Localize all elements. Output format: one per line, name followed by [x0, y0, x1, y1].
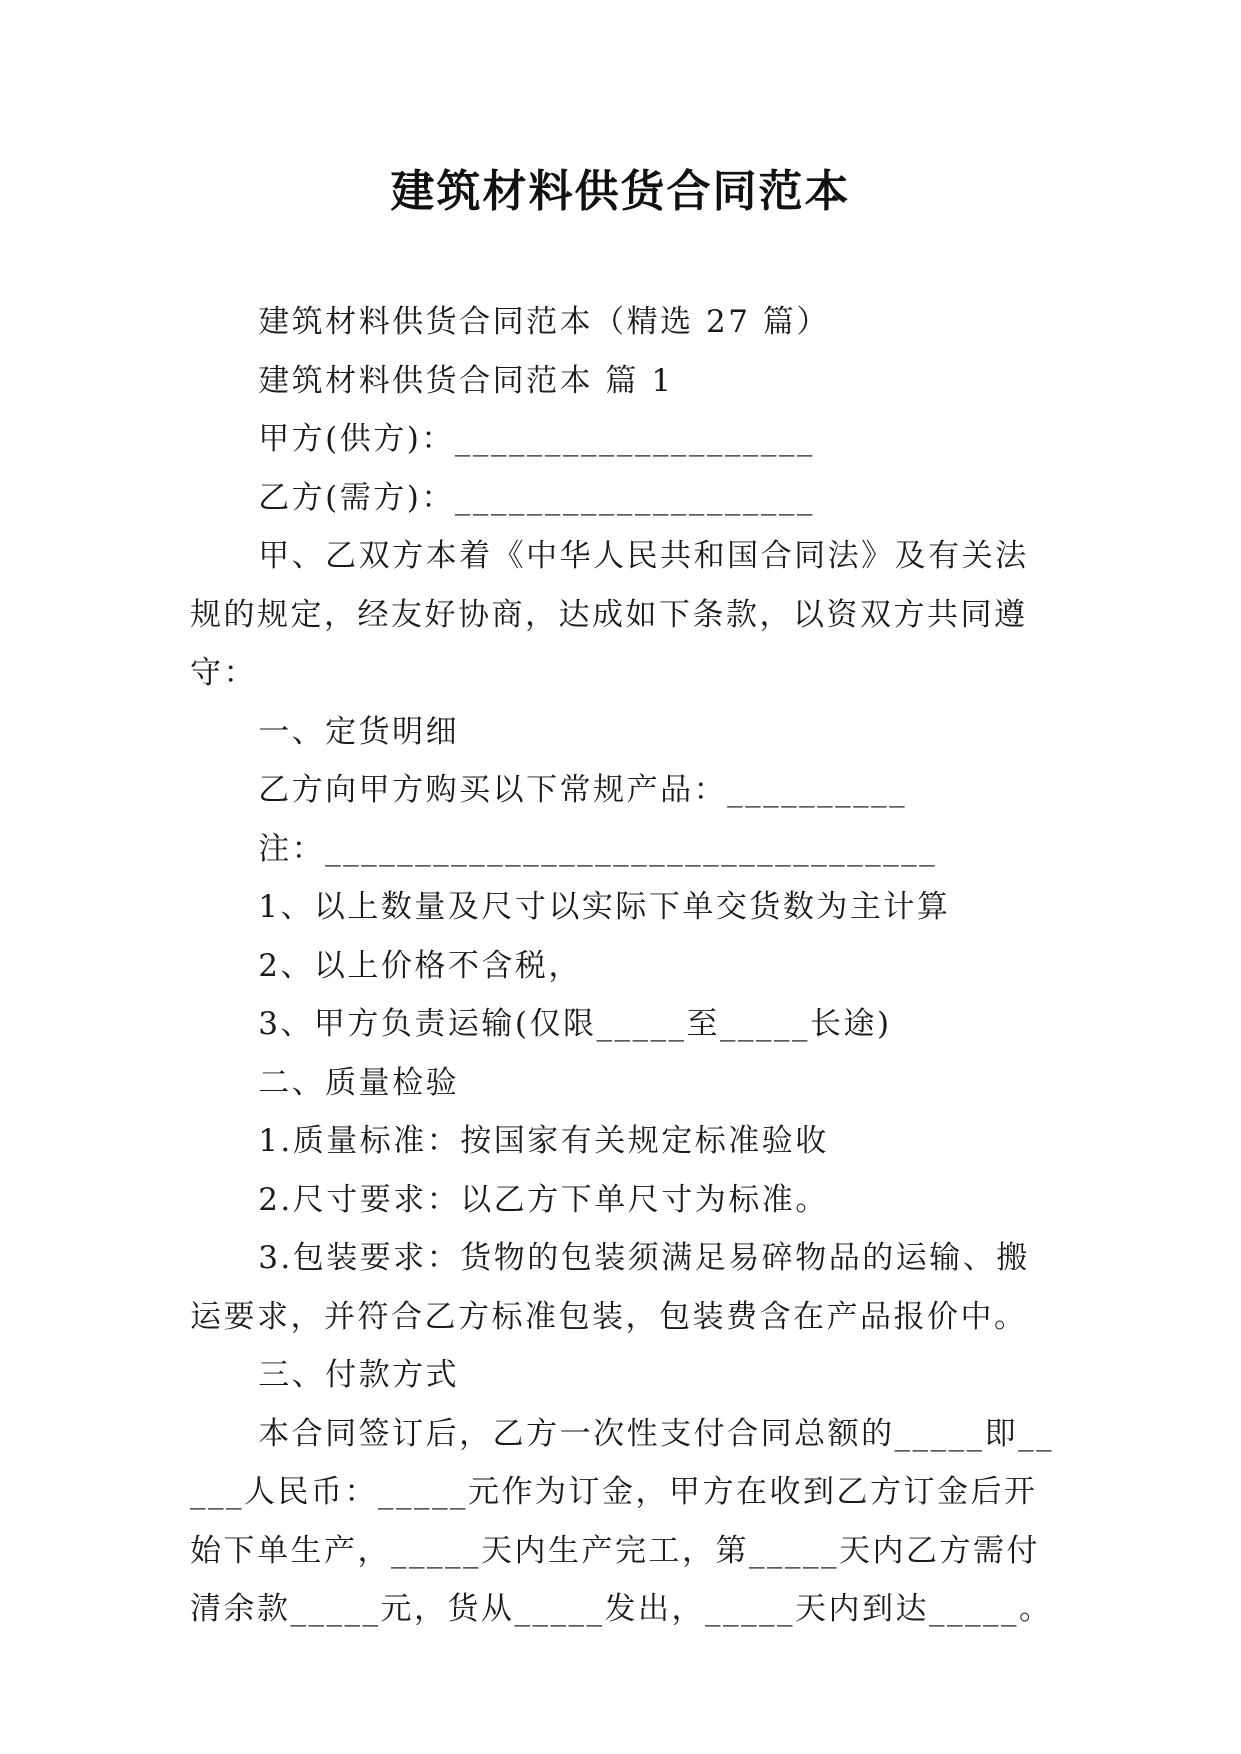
paragraph-party-a: 甲方(供方)：____________________: [258, 421, 815, 457]
paragraph-section-heading: 建筑材料供货合同范本 篇 1: [258, 362, 674, 399]
paragraph-item-1: 1、以上数量及尺寸以实际下单交货数为主计算: [258, 889, 951, 925]
paragraph-subtitle: 建筑材料供货合同范本（精选 27 篇）: [258, 304, 830, 340]
paragraph-note: 注：__________________________________: [258, 830, 938, 867]
paragraph-payment-terms: 本合同签订后，乙方一次性支付合同总额的_____即_____人民币：_____元作为订金，甲方在收到乙方订金后开始下单生产，_____天内生产完工，第_____天内乙方需付清余款_____元，货从_____发出，_____天内到达_____。: [190, 1415, 1055, 1627]
paragraph-size-requirement: 2.尺寸要求：以乙方下单尺寸为标准。: [258, 1181, 829, 1218]
paragraph-products: 乙方向甲方购买以下常规产品：__________: [258, 772, 908, 808]
page-title: 建筑材料供货合同范本: [390, 166, 851, 217]
paragraph-heading-quality: 二、质量检验: [258, 1064, 460, 1101]
paragraph-packaging-requirement: 3.包装要求：货物的包装须满足易碎物品的运输、搬运要求，并符合乙方标准包装，包装费含在产品报价中。: [190, 1240, 1030, 1335]
paragraph-quality-standard: 1.质量标准：按国家有关规定标准验收: [258, 1123, 829, 1159]
paragraph-item-2: 2、以上价格不含税，: [258, 947, 582, 984]
paragraph-heading-payment: 三、付款方式: [258, 1357, 460, 1393]
paragraph-preamble: 甲、乙双方本着《中华人民共和国合同法》及有关法规的规定，经友好协商，达成如下条款，以资双方共同遵守：: [190, 538, 1029, 691]
paragraph-item-3: 3、甲方负责运输(仅限_____至_____长途): [258, 1006, 892, 1042]
paragraph-party-b: 乙方(需方)：____________________: [258, 479, 815, 516]
paragraph-heading-order-details: 一、定货明细: [258, 713, 460, 750]
document-body: [190, 293, 1060, 1639]
